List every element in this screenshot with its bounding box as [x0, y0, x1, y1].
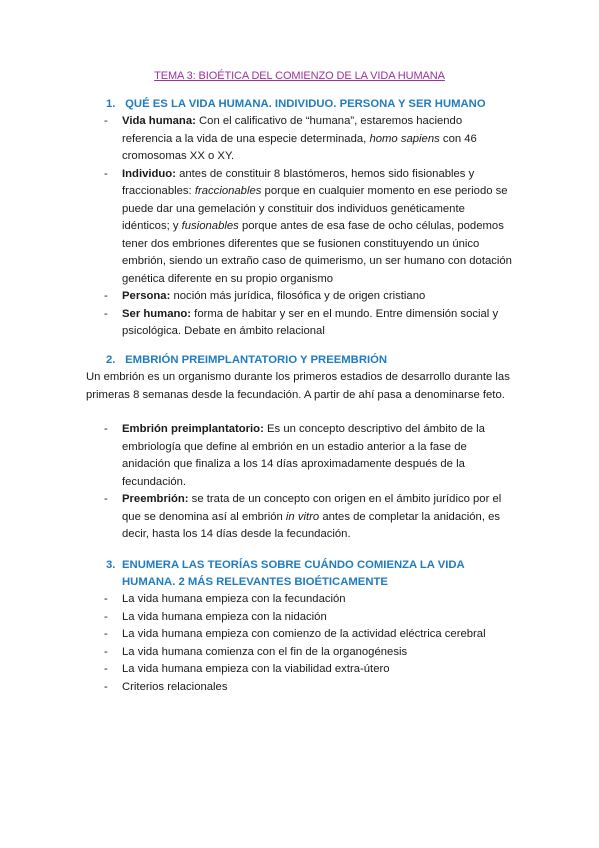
- definition-text: porque antes de esa fase de ocho células, podemos tener dos embriones diferentes que se fusionen constituyendo un único embrión, siendo un extraño caso de quimerismo, un ser humano con dotación genética diferente en su propio organismo: [122, 220, 512, 285]
- section-title: EMBRIÓN PREIMPLANTATORIO Y PREEMBRIÓN: [125, 354, 388, 366]
- definition-text: con 46 cromosomas XX o XY.: [122, 132, 477, 162]
- theory-text: La vida humana empieza con la viabilidad extra-útero: [122, 663, 390, 675]
- section-2-intro: Un embrión es un organismo durante los primeros estadios de desarrollo durante las primeras 8 semanas desde la fecundación. A partir de ahí pasa a denominarse feto.: [86, 371, 510, 401]
- definition-text: porque en cualquier momento en ese periodo se puede dar una gemelación y constituir dos individuos genéticamente idénticos; y: [122, 185, 508, 232]
- dash-bullet: -: [104, 290, 108, 302]
- section-2-list: [104, 421, 514, 544]
- document-title: TEMA 3: BIOÉTICA DEL COMIENZO DE LA VIDA HUMANA: [154, 70, 445, 82]
- theory-text: La vida humana empieza con la fecundación: [122, 593, 346, 605]
- list-item: [104, 644, 514, 662]
- dash-bullet: -: [104, 680, 108, 693]
- dash-bullet: -: [104, 663, 108, 675]
- list-item: [104, 421, 514, 491]
- dash-bullet: -: [104, 645, 108, 658]
- dash-bullet: -: [104, 423, 108, 435]
- section-1-list: [104, 113, 514, 341]
- dash-bullet: -: [104, 628, 108, 640]
- section-number: 3.: [106, 559, 116, 571]
- list-item: [104, 306, 514, 341]
- term: Ser humano:: [122, 307, 192, 320]
- list-item: [104, 591, 514, 609]
- list-item: [104, 113, 514, 166]
- list-item: [104, 491, 514, 544]
- section-title: ENUMERA LAS TEORÍAS SOBRE CUÁNDO COMIENZA LA VIDA HUMANA. 2 MÁS RELEVANTES BIOÉTICAMENTE: [122, 559, 465, 588]
- definition-text: noción más jurídica, filosófica y de origen cristiano: [170, 290, 426, 302]
- theory-text: Criterios relacionales: [122, 680, 228, 693]
- theory-text: La vida humana comienza con el fin de la organogénesis: [122, 645, 408, 658]
- definition-text: forma de habitar y ser en el mundo. Entre dimensión social y psicológica. Debate en ámbito relacional: [122, 307, 499, 337]
- dash-bullet: -: [104, 593, 108, 605]
- list-item: [104, 288, 514, 306]
- dash-bullet: -: [104, 307, 108, 320]
- italic-text: homo sapiens: [369, 132, 440, 145]
- section-3-list: [104, 591, 514, 696]
- list-item: [104, 661, 514, 679]
- dash-bullet: -: [104, 493, 108, 505]
- list-item: [104, 166, 514, 289]
- list-item: [104, 679, 514, 697]
- definition-text: antes de constituir 8 blastómeros, hemos sido fisionables y fraccionables:: [122, 167, 475, 197]
- section-title: QUÉ ES LA VIDA HUMANA. INDIVIDUO. PERSONA Y SER HUMANO: [125, 98, 486, 110]
- definition-text: antes de completar la anidación, es decir, hasta los 14 días desde la fecundación.: [122, 510, 501, 540]
- dash-bullet: -: [104, 167, 108, 180]
- section-3-heading: [106, 557, 506, 591]
- theory-text: La vida humana empieza con comienzo de la actividad eléctrica cerebral: [122, 628, 486, 640]
- dash-bullet: -: [104, 115, 108, 127]
- list-item: [104, 609, 514, 627]
- section-2-heading: [106, 352, 387, 369]
- italic-text: in vitro: [285, 510, 320, 523]
- term: Preembrión:: [122, 493, 189, 505]
- definition-text: Es un concepto descriptivo del ámbito de la embriología que define al embrión en un estadio anterior a la fase de anidación que finaliza a los 14 días aproximadamente después de la fecundación.: [122, 423, 485, 488]
- definition-text: se trata de un concepto con origen en el ámbito jurídico por el que se denomina así al embrión: [122, 493, 502, 523]
- italic-text: fraccionables: [194, 185, 262, 197]
- term: Embrión preimplantatorio:: [122, 423, 264, 435]
- section-number: 1.: [106, 98, 116, 110]
- italic-text: fusionables: [181, 220, 239, 232]
- term: Individuo:: [122, 167, 176, 180]
- theory-text: La vida humana empieza con la nidación: [122, 610, 327, 623]
- term: Vida humana:: [122, 115, 196, 127]
- list-item: [104, 626, 514, 644]
- dash-bullet: -: [104, 610, 108, 623]
- section-number: 2.: [106, 354, 116, 366]
- section-1-heading: [106, 96, 486, 113]
- definition-text: Con el calificativo de “humana”, estaremos haciendo referencia a la vida de una especie determinada,: [122, 115, 463, 145]
- term: Persona:: [122, 290, 171, 302]
